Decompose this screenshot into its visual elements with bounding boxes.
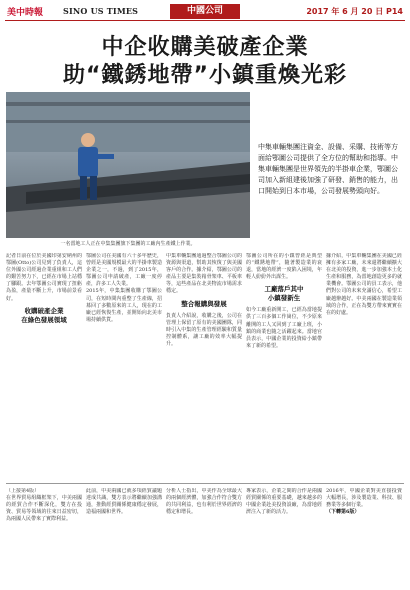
column-3b-text: 負責人介紹說，收購之後，公司在管理上保留了原有的美國團隊，同時引入中集的生產管理經驗和質量控制體系，讓工廠的效率大幅提升。 [166,312,242,347]
newspaper-brand-en: SINO US TIMES [63,6,139,16]
headline-line-2: 助“鐵銹地帶”小鎮重煥光彩 [63,63,347,88]
page-header [5,4,405,21]
section-divider [6,483,404,484]
column-4a-text: 鄂圖公司所在的小鎮曾經是典型的“鐵銹地帶”，隨著製造業的衰退，當地的經濟一度陷入困境，年輕人紛紛外出謀生。 [246,253,322,281]
headline-line-1: 中企收購美破產企業 [101,35,309,60]
subhead-1: 收購破產企業 在綠色發展領域 [21,306,67,324]
lead-paragraph: 中集車輛集團注資金、設備、采購、技術等方面給鄂圖公司提供了全方位的幫助和指導。中集車輛集團是世界領先的半掛車企業，鄂圖公司加入新組建後加強了研發、銷售的能力，出口開始到日本市場，公司發展勢頭向好。 [258,143,398,195]
article-column-4 [246,253,322,350]
bottom-column-2: 此前，中美兩國已就多項經貿議題達成共識，雙方表示將繼續加強溝通，推動經貿關係健康穩定發展，造福兩國和世界。 [86,488,162,516]
bottom-column-5-text: 2016年，中國企業對美直接投資大幅增長，涉及製造業、科技、服務業等多個行業。 [326,488,402,509]
article-column-2 [86,253,162,324]
subhead-3: 工廠落戶其中 小鎮發新生 [264,285,304,303]
article-column-3 [166,253,242,348]
newspaper-brand: 美中時報 [7,8,44,18]
column-5-text: 據介紹，中集車輛集團在美國已經擁有多家工廠，未來還將繼續擴大在北美的投資，進一步加強本土化生產和服務，為當地創造更多的就業機會。鄂圖公司的員工表示，他們對公司的未來充滿信心，希望工廠越辦越好。中美兩國在製造業領域的合作，正在為雙方帶來實實在在的好處。 [326,253,402,316]
section-label: 中國公司 [170,4,240,19]
photo-caption: 一名當地工人正在中集集團旗下集團的工廠內生產鐵上作業。 [60,241,196,247]
bottom-column-5 [326,488,402,516]
bottom-column-1: （上接第4版） 在世界貿易組織框架下，中美兩國的經貿合作不斷深化，雙方在投資、貿易等領域的往來日益密切，為兩國人民帶來了實際利益。 [6,488,82,523]
factory-photo-illustration [6,92,250,238]
column-3a-text: 中集車輛集團通過整合鄂圖公司的資源與渠道，幫助其恢復了與美國客戶的合作。據介紹，鄂圖公司的產品主要是集裝箱骨架車、平板車等，這些產品在北美物流市場需求穩定。 [166,253,242,295]
bottom-column-3: 分析人士指出，中美作為全球最大的兩個經濟體，加強合作符合雙方的共同利益，也有利於世界經濟的穩定和增長。 [166,488,242,516]
issue-date: 2017 年 6 月 20 日 P14 [306,7,403,16]
column-4b-text: 如今工廠重新開工，已經為當地提供了三百多個工作崗位，不少原來離開的工人又回到了工廠上班，小鎮的商業也隨之活躍起來。當地官員表示，中國企業的投資給小鎮帶來了新的希望。 [246,307,322,349]
article-column-1 [6,253,82,329]
column-2a-text: 鄂圖公司在美國有六十多年歷史，曾經是美國規模最大的半掛車製造企業之一，不過，到了2015年，鄂圖公司申請破產，工廠一度停產，許多工人失業。 [86,253,162,288]
subhead-2: 整合報購與發展 [181,299,227,308]
column-2b-text: 2015年，中集集團收購了鄂圖公司，在短時間內重整了生產線，招募回了多數原來的工人，現在的工廠已經恢復生產，並開始向北美市場持續供貨。 [86,288,162,323]
column-1-text: 記者日前在位於美國印第安納州的鄂圖(Otto)公司見到了負責人，這位外國公司經過企業重組和工人們的艱苦努力下，已經在市場上站穩了腳跟。去年鄂圖公司實現了扭虧為盈，產量不斷上升，市場前景看好。 [6,253,82,302]
factory-photo [6,92,250,238]
continued-marker: （下轉第6版） [326,509,360,516]
bottom-column-4: 專家表示，企業之間的合作是兩國經貿關係的重要基礎，越來越多的中國企業赴美投資設廠，為當地經濟注入了新的活力。 [246,488,322,516]
article-column-5 [326,253,402,317]
